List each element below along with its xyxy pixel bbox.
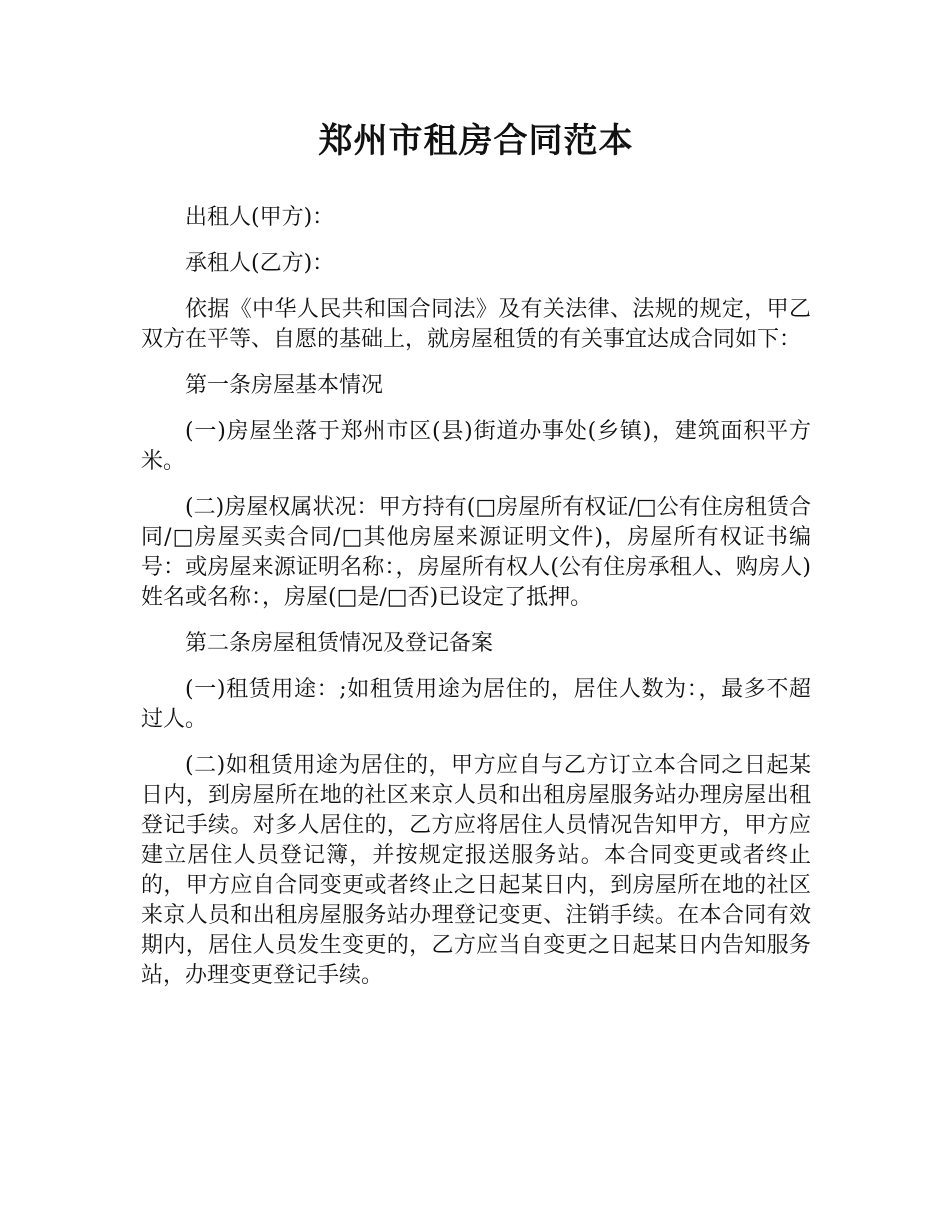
lessor-line: 出租人(甲方)： [185, 205, 335, 230]
article-1-clause-2: (二)房屋权属状况：甲方持有(□房屋所有权证/□公有住房租赁合同/□房屋买卖合同/□其他房屋来源证明文件)，房屋所有权证书编号：或房屋来源证明名称：，房屋所有权人(公有住房承租人、购房人)姓名或名称：，房屋(□是/□否)已设定了抵押。 [141, 495, 811, 610]
lessee-line: 承租人(乙方)： [185, 251, 335, 276]
article-2-clause-2: (二)如租赁用途为居住的，甲方应自与乙方订立本合同之日起某日内，到房屋所在地的社区来京人员和出租房屋服务站办理房屋出租登记手续。对多人居住的，乙方应将居住人员情况告知甲方，甲方应建立居住人员登记簿，并按规定报送服务站。本合同变更或者终止的，甲方应自合同变更或者终止之日起某日内，到房屋所在地的社区来京人员和出租房屋服务站办理登记变更、注销手续。在本合同有效期内，居住人员发生变更的，乙方应当自变更之日起某日内告知服务站，办理变更登记手续。 [141, 753, 811, 988]
article-1-heading: 第一条房屋基本情况 [185, 373, 384, 398]
article-2-clause-1: (一)租赁用途：;如租赁用途为居住的，居住人数为：，最多不超过人。 [141, 677, 811, 732]
article-1-clause-1: (一)房屋坐落于郑州市区(县)街道办事处(乡镇)，建筑面积平方米。 [141, 419, 811, 474]
preamble-paragraph: 依据《中华人民共和国合同法》及有关法律、法规的规定，甲乙双方在平等、自愿的基础上，就房屋租赁的有关事宜达成合同如下： [141, 297, 811, 352]
document-title: 郑州市租房合同范本 [318, 121, 634, 161]
article-2-heading: 第二条房屋租赁情况及登记备案 [185, 631, 494, 656]
document-body [141, 203, 811, 1007]
